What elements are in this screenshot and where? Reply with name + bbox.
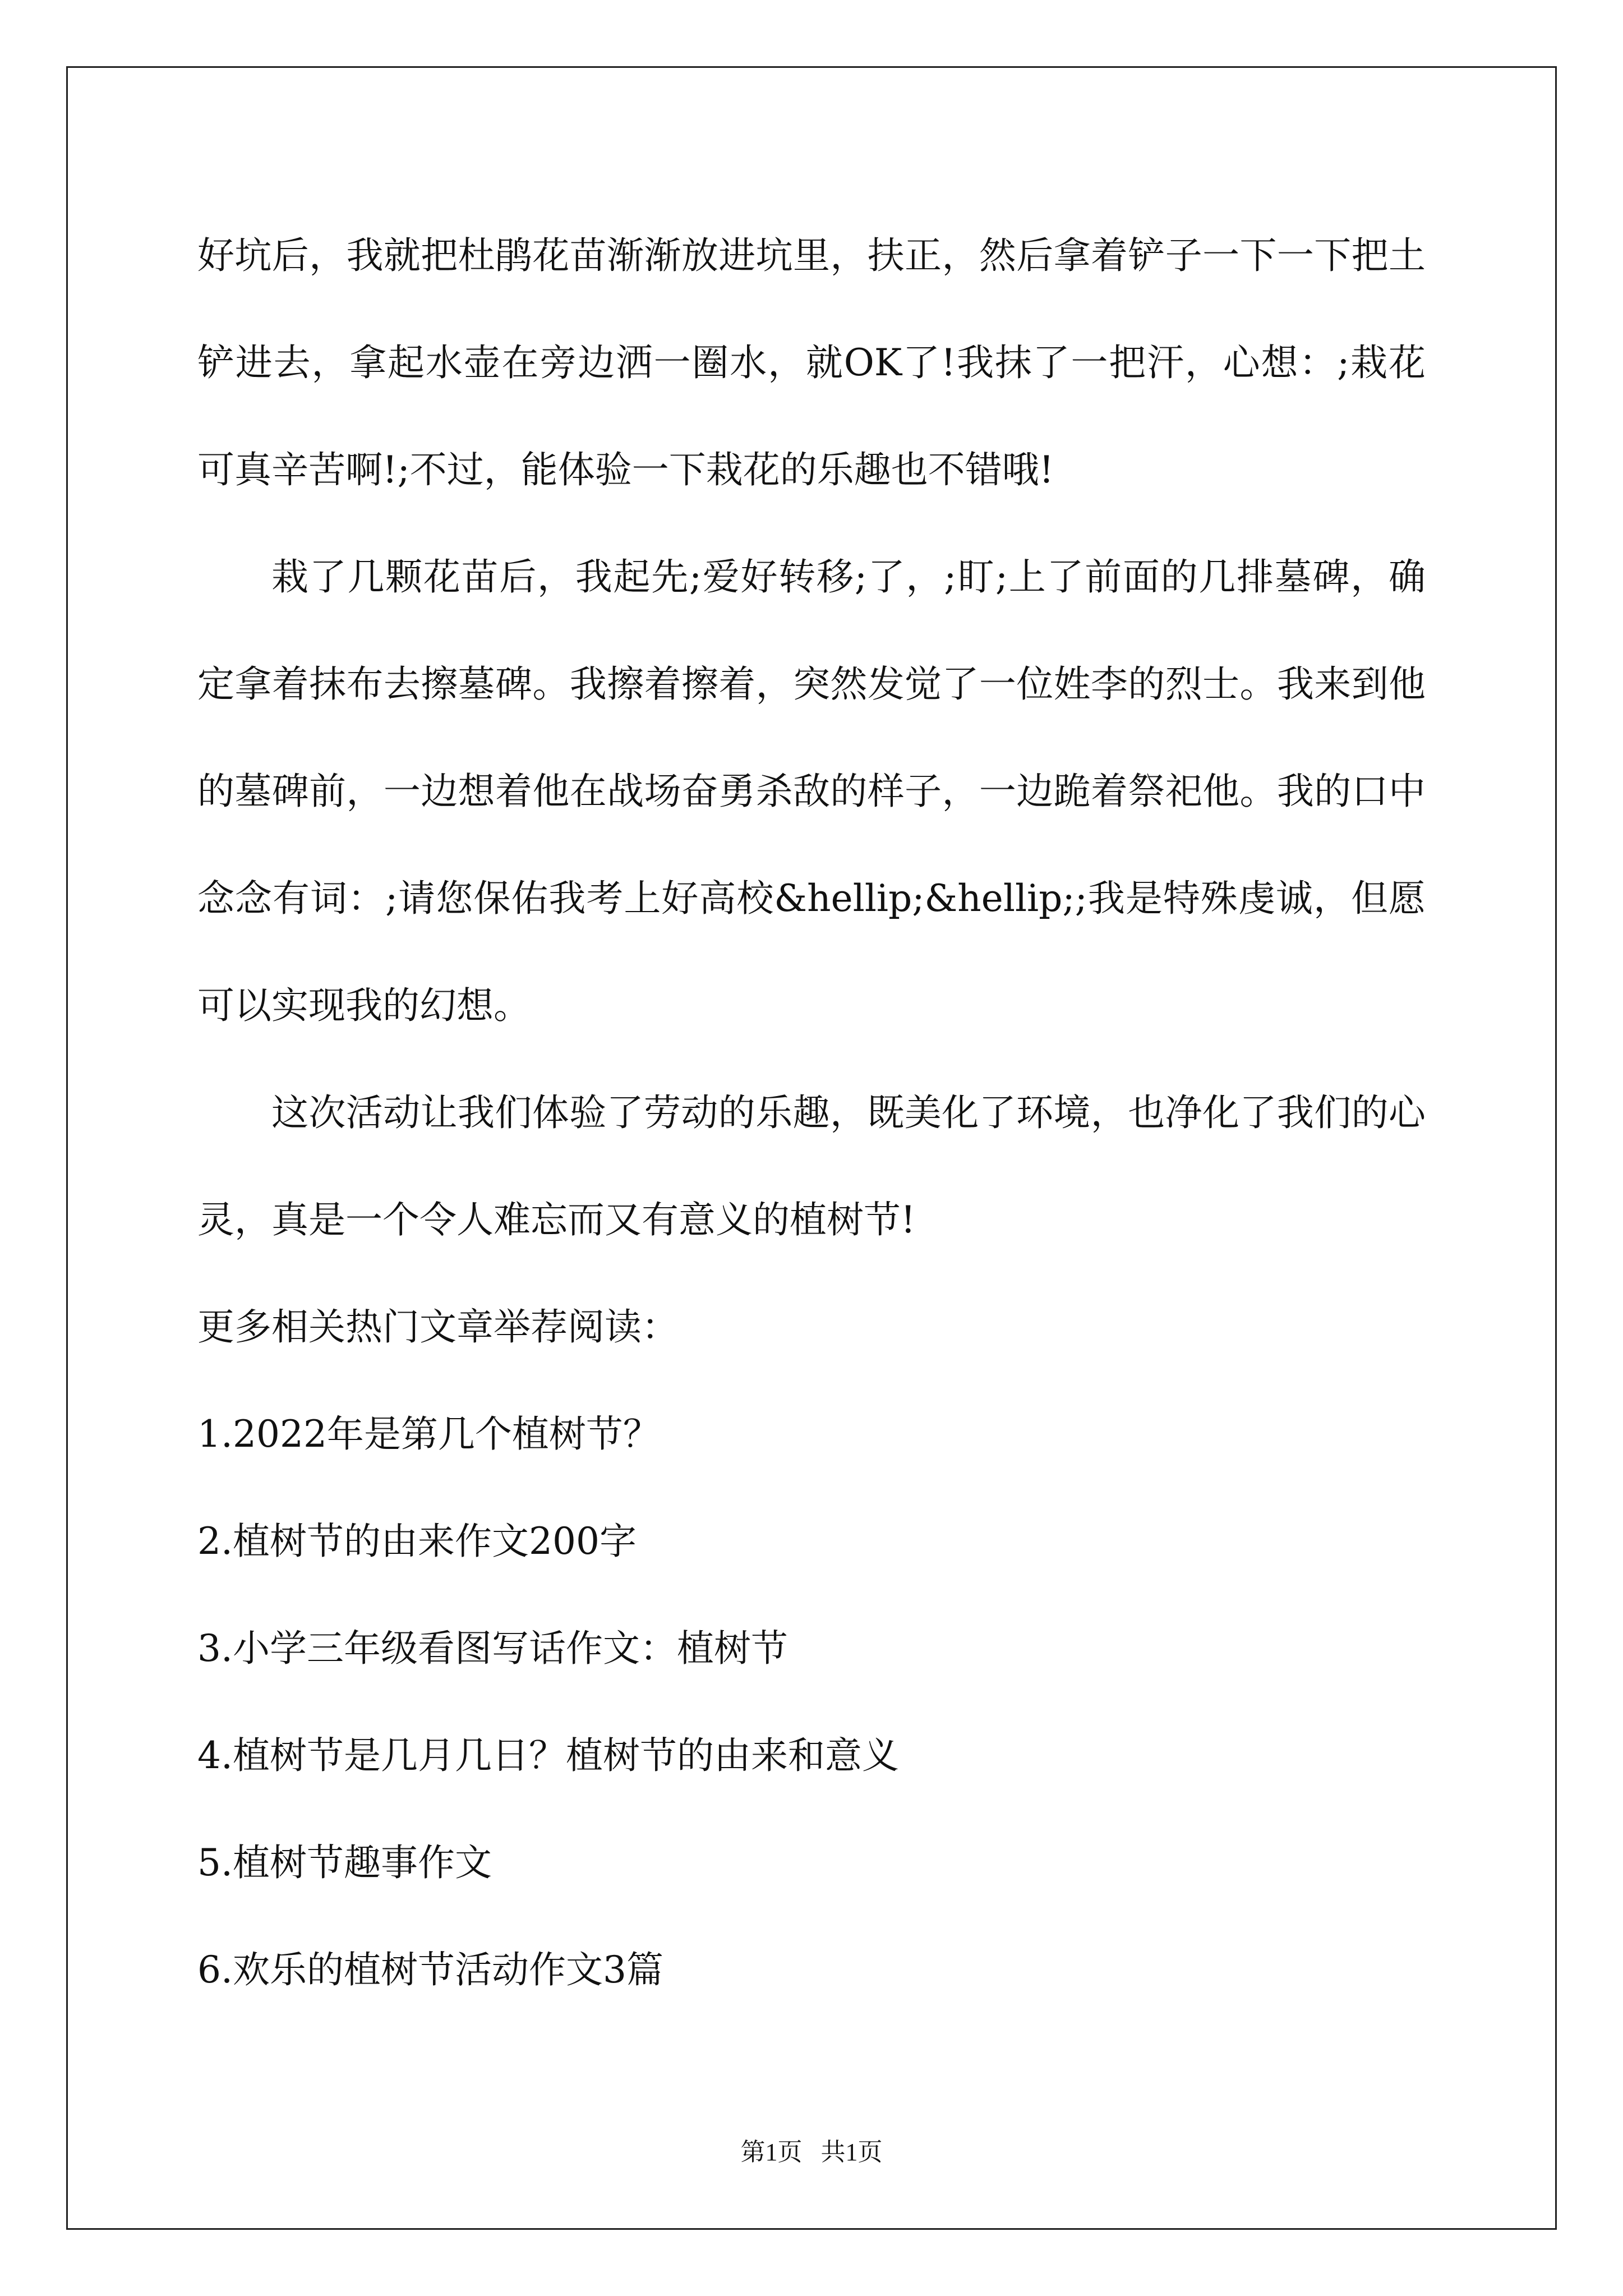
recommendations-heading: 更多相关热门文章举荐阅读： (197, 1305, 679, 1349)
paragraph-2: 栽了几颗花苗后，我起先;爱好转移;了，;盯;上了前面的几排墓碑，确定拿着抹布去擦墓碑。我擦着擦着，突然发觉了一位姓李的烈士。我来到他的墓碑前，一边想着他在战场奋勇杀敌的样子，一边跪着祭祀他。我的口中念念有词：;请您保佑我考上好高校&hellip;&hellip;;我是特殊虔诚，但愿可以实现我的幻想。 (197, 555, 1426, 1027)
paragraph-1: 好坑后，我就把杜鹃花苗渐渐放进坑里，扶正，然后拿着铲子一下一下把土铲进去，拿起水壶在旁边洒一圈水，就OK了!我抹了一把汗，心想：;栽花可真辛苦啊!;不过，能体验一下栽花的乐趣也不错哦! (197, 234, 1426, 491)
recommendations-list (197, 1381, 1426, 2023)
recommendation-link[interactable]: 1.2022年是第几个植树节？ (197, 1412, 660, 1456)
recommendation-link[interactable]: 2.植树节的由来作文200字 (197, 1520, 637, 1563)
paragraph-3: 这次活动让我们体验了劳动的乐趣，既美化了环境，也净化了我们的心灵，真是一个令人难忘而又有意义的植树节! (197, 1091, 1426, 1241)
page-footer: 第1页 共1页 (740, 2138, 883, 2166)
recommendation-link[interactable]: 6.欢乐的植树节活动作文3篇 (197, 1948, 663, 1991)
recommendation-link[interactable]: 4.植树节是几月几日？植树节的由来和意义 (197, 1734, 899, 1777)
document-body (197, 202, 1426, 2023)
recommendation-link[interactable]: 3.小学三年级看图写话作文：植树节 (197, 1627, 788, 1670)
recommendation-link[interactable]: 5.植树节趣事作文 (197, 1841, 492, 1884)
